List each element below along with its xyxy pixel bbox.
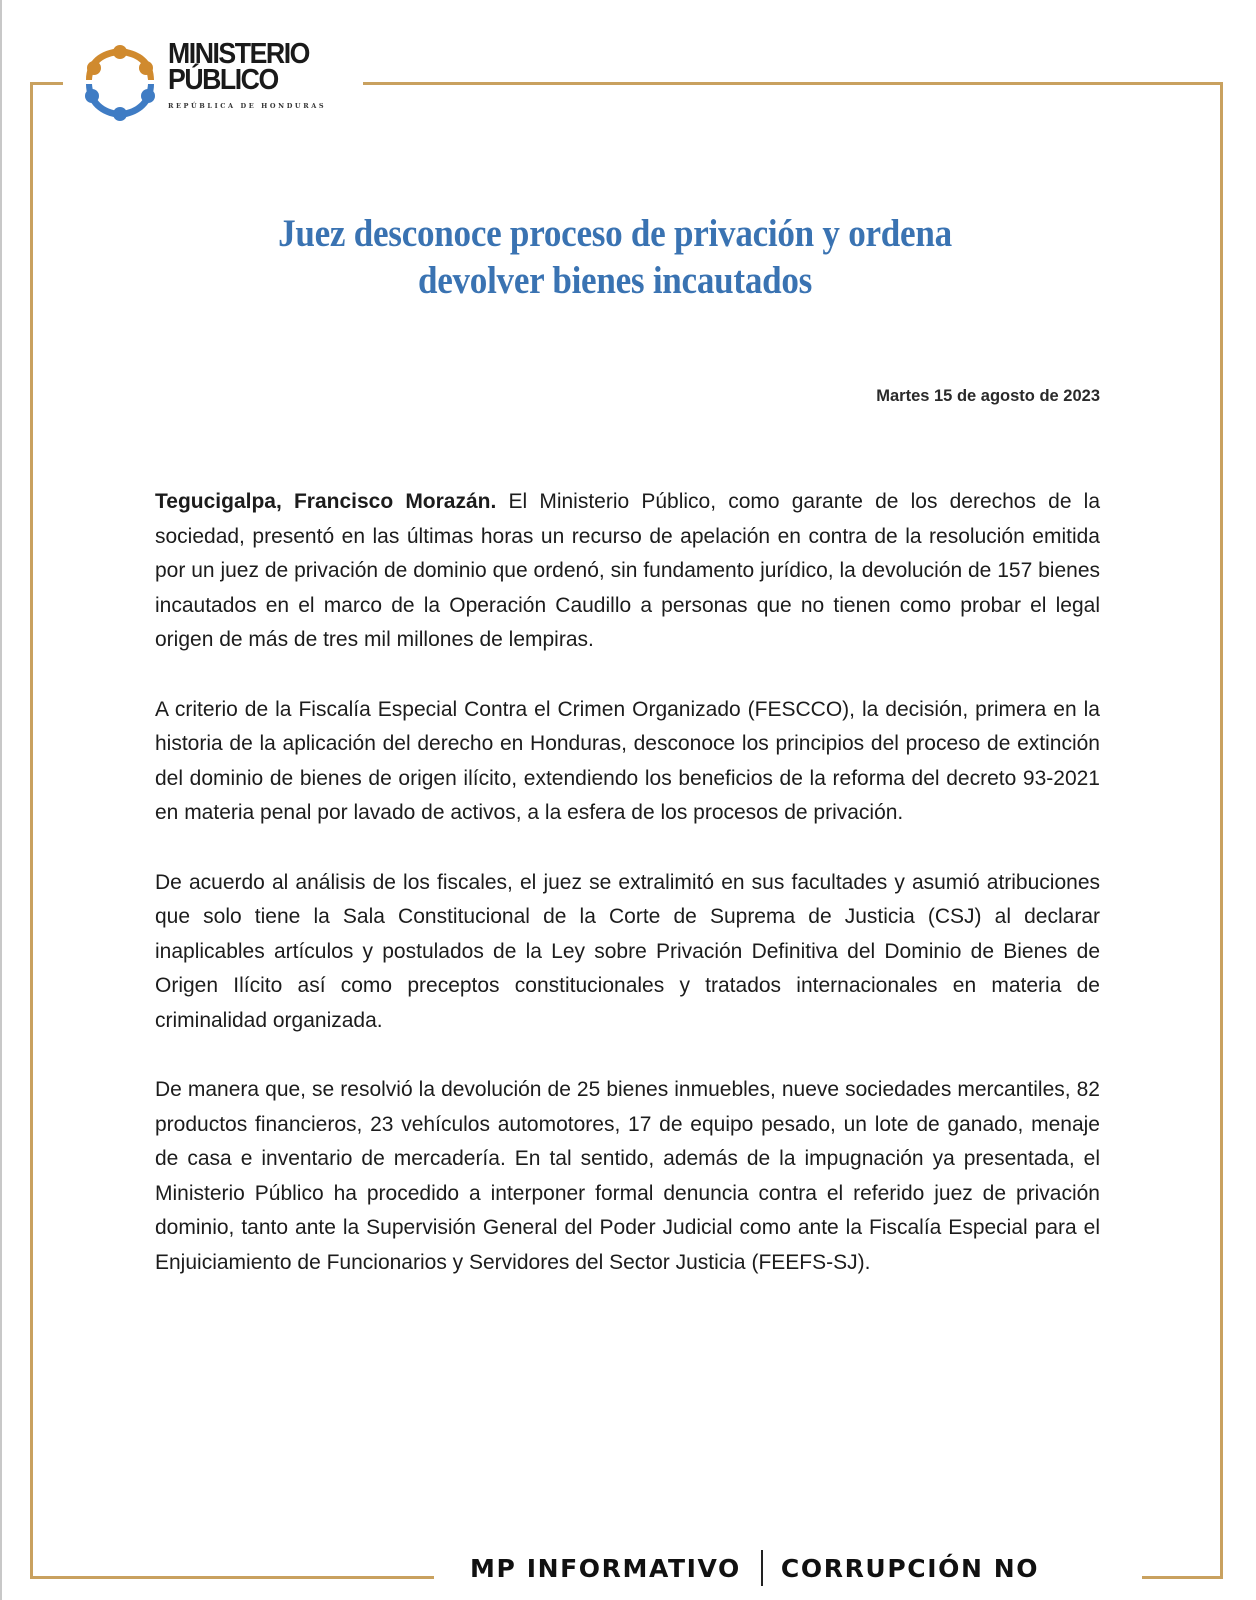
org-name-line1: MINISTERIO <box>168 38 309 70</box>
footer-right-label: CORRUPCIÓN NO <box>780 1553 1040 1583</box>
frame-top-left <box>30 82 63 85</box>
publish-date: Martes 15 de agosto de 2023 <box>876 387 1100 405</box>
page-edge <box>0 0 2 1600</box>
paragraph <box>155 693 1100 831</box>
paragraph-text: El Ministerio Público, como garante de los derechos de la sociedad, presentó en las últimas horas un recurso de apelación en contra de la resolución emitida por un juez de privación de dominio que ordenó, sin fundamento jurídico, la devolución de 157 bienes incautados en el marco de la Operación Caudillo a personas que no tienen como probar el legal origen de más de tres mil millones de lempiras. <box>155 490 1100 652</box>
footer-divider <box>761 1550 763 1586</box>
paragraph-text: A criterio de la Fiscalía Especial Contra el Crimen Organizado (FESCCO), la decisión, primera en la historia de la aplicación del derecho en Honduras, desconoce los principios del proceso de extinción del dominio de bienes de origen ilícito, extendiendo los beneficios de la reforma del decreto 93-2021 en materia penal por lavado de activos, a la esfera de los procesos de privación. <box>155 697 1100 825</box>
page-title <box>130 210 1100 304</box>
paragraph <box>155 866 1100 1039</box>
paragraph-text: De manera que, se resolvió la devolución de 25 bienes inmuebles, nueve sociedades mercantiles, 82 productos financieros, 23 vehículos automotores, 17 de equipo pesado, un lote de ganado, menaje de casa e inventario de mercadería. En tal sentido, además de la impugnación ya presentada, el Ministerio Público ha procedido a interponer formal denuncia contra el referido juez de privación dominio, tanto ante la Supervisión General del Poder Judicial como ante la Fiscalía Especial para el Enjuiciamiento de Funcionarios y Servidores del Sector Justicia (FEEFS-SJ). <box>155 1078 1100 1275</box>
footer-tagline <box>470 1548 1039 1588</box>
frame-bottom-left <box>30 1576 434 1579</box>
paragraph-text: De acuerdo al análisis de los fiscales, el juez se extralimitó en sus facultades y asumió atribuciones que solo tiene la Sala Constitucional de la Corte de Suprema de Justicia (CSJ) al declarar inaplicables artículos y postulados de la Ley sobre Privación Definitiva del Dominio de Bienes de Origen Ilícito así como preceptos constitucionales y tratados internacionales en materia de criminalidad organizada. <box>155 870 1100 1032</box>
brand-block <box>168 38 358 110</box>
title-line-2: devolver bienes incautados <box>417 259 813 302</box>
org-country: REPÚBLICA DE HONDURAS <box>168 102 327 110</box>
paragraph <box>155 1073 1100 1281</box>
frame-right <box>1220 82 1223 1579</box>
frame-left <box>30 82 33 1579</box>
frame-bottom-right <box>1142 1576 1223 1579</box>
article-body <box>155 485 1100 1315</box>
org-name-line2: PÚBLICO <box>168 64 278 96</box>
frame-top-right <box>363 82 1223 85</box>
paragraph-lead: Tegucigalpa, Francisco Morazán. <box>155 490 497 513</box>
title-line-1: Juez desconoce proceso de privación y ordena <box>278 212 952 255</box>
people-circle-logo-icon <box>80 40 160 124</box>
paragraph <box>155 485 1100 658</box>
footer-left-label: MP INFORMATIVO <box>470 1553 741 1583</box>
